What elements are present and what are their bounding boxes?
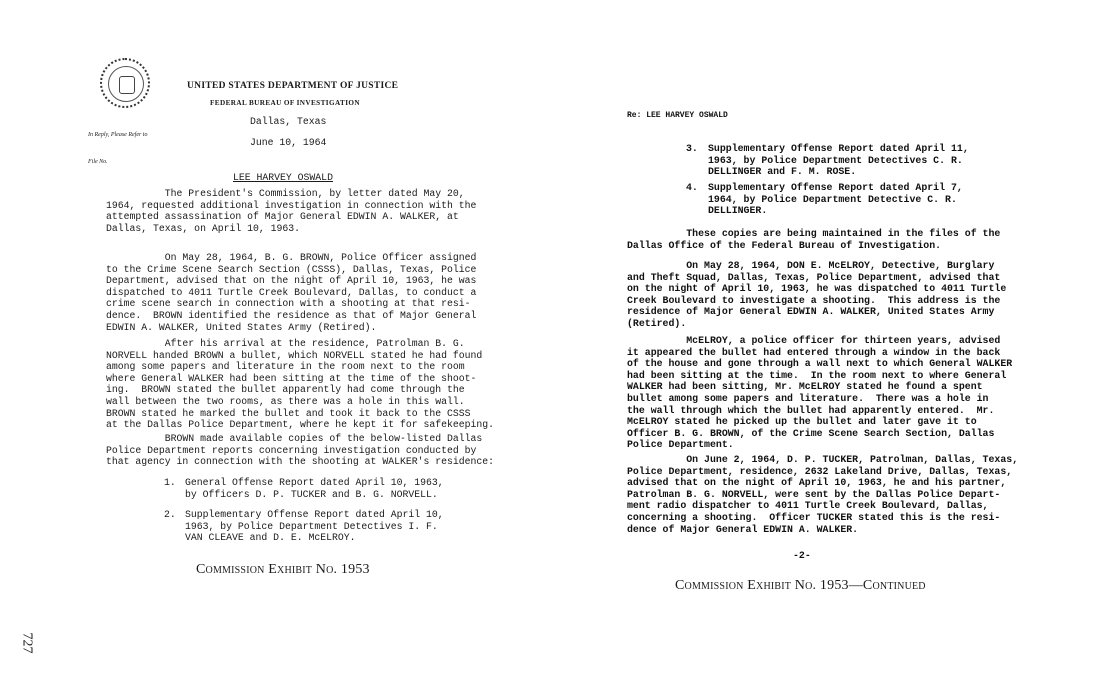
text-line: wall between the two rooms, as there was a hole in this wall. [106, 395, 465, 407]
paragraph [106, 338, 494, 431]
text-line: crime scene search in connection with a shooting at that resi- [106, 298, 471, 310]
text-line: WALKER had been sitting, Mr. McELROY stated he found a spent [627, 381, 983, 393]
paragraph [627, 454, 1018, 535]
paragraph [106, 433, 494, 468]
text-line: concerning a shooting. Officer TUCKER stated this is the resi- [627, 511, 1001, 523]
text-line: to the Crime Scene Search Section (CSSS), Dallas, Texas, Police [106, 263, 477, 275]
report-list-item: 1. [164, 477, 176, 488]
department-heading: UNITED STATES DEPARTMENT OF JUSTICE [187, 81, 399, 91]
text-line: 1963, by Police Department Detectives C. R. [708, 154, 963, 166]
text-line: The President's Commission, by letter dated May 20, [106, 188, 465, 199]
text-line: attempted assassination of Major General EDWIN A. WALKER, at [106, 211, 459, 223]
text-line: advised that on the night of April 10, 1963, he and his partner, [627, 477, 1007, 489]
text-line: residence of Major General EDWIN A. WALKER, United States Army [627, 306, 995, 318]
text-line: On May 28, 1964, DON E. McELROY, Detective, Burglary [627, 260, 995, 271]
letter-subject: LEE HARVEY OSWALD [233, 172, 333, 183]
text-line: BROWN made available copies of the below-listed Dallas [106, 433, 483, 444]
text-line: dence. BROWN identified the residence as that of Major General [106, 309, 477, 321]
text-line: where General WALKER had been sitting at the time of the shoot- [106, 372, 477, 384]
reply-note-line: File No. [88, 159, 108, 165]
text-line: Police Department, residence, 2632 Lakeland Drive, Dallas, Texas, [627, 465, 1013, 477]
re-line: Re: LEE HARVEY OSWALD [627, 111, 728, 120]
text-line: VAN CLEAVE and D. E. McELROY. [185, 532, 356, 544]
text-line: 1964, requested additional investigation in connection with the [106, 199, 477, 211]
text-line: DELLINGER and F. M. ROSE. [708, 166, 857, 178]
text-line: among some papers and literature in the room next to the room [106, 361, 465, 373]
report-list-item-text [708, 182, 963, 217]
text-line: Supplementary Offense Report dated April 7, [708, 182, 963, 193]
text-line: that agency in connection with the shooting at WALKER's residence: [106, 456, 495, 468]
text-line: of the house and gone through a wall next to which General WALKER [627, 358, 1013, 370]
text-line: Officer B. G. BROWN, of the Crime Scene Search Section, Dallas [627, 427, 995, 439]
text-line: McELROY stated he picked up the bullet and later gave it to [627, 416, 977, 428]
fbi-seal-icon [100, 58, 150, 108]
text-line: (Retired). [627, 317, 687, 329]
text-line: On June 2, 1964, D. P. TUCKER, Patrolman, Dallas, Texas, [627, 454, 1019, 465]
bureau-heading: FEDERAL BUREAU OF INVESTIGATION [210, 99, 360, 107]
text-line: and Theft Squad, Dallas, Texas, Police Department, advised that [627, 271, 1001, 283]
letter-date: June 10, 1964 [250, 137, 327, 148]
text-line: by Officers D. P. TUCKER and B. G. NORVELL. [185, 488, 438, 500]
text-line: dispatched to 4011 Turtle Creek Boulevard, Dallas, to conduct a [106, 286, 477, 298]
exhibit-caption: Commission Exhibit No. 1953 [196, 562, 370, 577]
text-line: Police Department reports concerning investigation conducted by [106, 444, 477, 456]
text-line: On May 28, 1964, B. G. BROWN, Police Officer assigned [106, 252, 477, 263]
reply-note [88, 113, 147, 176]
text-line: Creek Boulevard to investigate a shooting. This address is the [627, 294, 1001, 306]
text-line: Supplementary Offense Report dated April 11, [708, 143, 969, 154]
text-line: After his arrival at the residence, Patrolman B. G. [106, 338, 465, 349]
exhibit-caption: Commission Exhibit No. 1953—Continued [675, 578, 926, 593]
paragraph [627, 260, 1006, 330]
text-line: BROWN stated he marked the bullet and took it back to the CSSS [106, 407, 471, 419]
text-line: NORVELL handed BROWN a bullet, which NORVELL stated he had found [106, 349, 483, 361]
paragraph [627, 228, 1000, 251]
text-line: Police Department. [627, 439, 734, 451]
text-line: Dallas, Texas, on April 10, 1963. [106, 222, 301, 234]
text-line: bullet among some papers and literature. There was a hole in [627, 392, 989, 404]
text-line: it appeared the bullet had entered through a window in the back [627, 346, 1001, 358]
text-line: ing. BROWN stated the bullet apparently had come through the [106, 384, 465, 396]
text-line: on the night of April 10, 1963, he was dispatched to 4011 Turtle [627, 283, 1007, 295]
reply-note-line: In Reply, Please Refer to [88, 132, 148, 138]
text-line: EDWIN A. WALKER, United States Army (Retired). [106, 321, 377, 333]
report-list-item: 2. [164, 509, 176, 520]
text-line: McELROY, a police officer for thirteen years, advised [627, 335, 1001, 346]
report-list-item: 3. [686, 143, 698, 154]
report-list-item-text [185, 477, 444, 500]
text-line: Department, advised that on the night of April 10, 1963, he was [106, 275, 477, 287]
report-list-item: 4. [686, 182, 698, 193]
text-line: at the Dallas Police Department, where he kept it for safekeeping. [106, 419, 495, 431]
text-line: had been sitting at the time. In the room next to where General [627, 369, 1007, 381]
text-line: 1963, by Police Department Detectives I. F. [185, 520, 438, 532]
text-line: General Offense Report dated April 10, 1963, [185, 477, 444, 488]
text-line: ment radio dispatcher to 4011 Turtle Creek Boulevard, Dallas, [627, 500, 989, 512]
text-line: Patrolman B. G. NORVELL, were sent by the Dallas Police Depart- [627, 488, 1001, 500]
text-line: Dallas Office of the Federal Bureau of Investigation. [627, 239, 942, 251]
report-list-item-text [708, 143, 969, 178]
text-line: These copies are being maintained in the files of the [627, 228, 1001, 239]
text-line: dence of Major General EDWIN A. WALKER. [627, 523, 859, 535]
text-line: Supplementary Offense Report dated April 10, [185, 509, 444, 520]
report-list-item-text [185, 509, 444, 544]
text-line: DELLINGER. [708, 205, 768, 217]
paragraph [106, 188, 476, 234]
paragraph [106, 252, 476, 333]
paragraph [627, 335, 1012, 451]
margin-page-number: 727 [19, 632, 35, 654]
text-line: 1964, by Police Department Detective C. R. [708, 193, 957, 205]
letter-location: Dallas, Texas [250, 116, 327, 127]
text-line: the wall through which the bullet had apparently entered. Mr. [627, 404, 995, 416]
page-marker: -2- [793, 550, 811, 561]
